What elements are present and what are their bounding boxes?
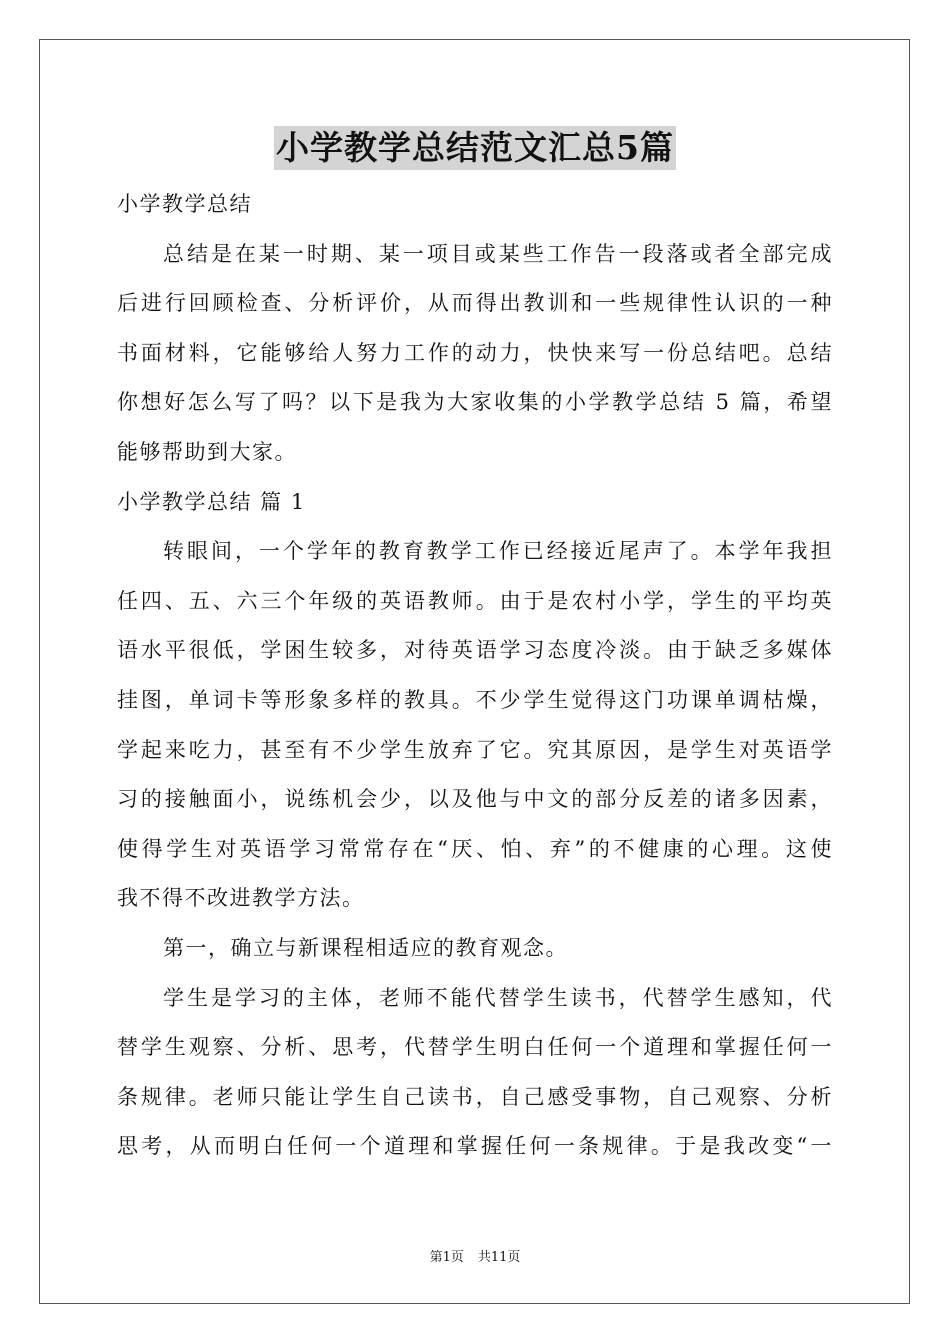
page-number: 第1页 <box>429 1250 464 1265</box>
paragraph-line: 替学生观察、分析、思考，代替学生明白任何一个道理和掌握任何一 <box>117 1035 833 1060</box>
paragraph-line: 挂图，单词卡等形象多样的教具。不少学生觉得这门功课单调枯燥， <box>117 687 833 712</box>
paragraph-line: 第一，确立与新课程相适应的教育观念。 <box>163 935 568 960</box>
page-footer <box>0 1246 950 1265</box>
paragraph-line: 条规律。老师只能让学生自己读书，自己感受事物，自己观察、分析 <box>117 1084 833 1109</box>
paragraph-line: 后进行回顾检查、分析评价，从而得出教训和一些规律性认识的一种 <box>117 291 833 316</box>
section-heading: 小学教学总结 <box>117 192 252 216</box>
paragraph-line: 语水平很低，学困生较多，对待英语学习态度冷淡。由于缺乏多媒体 <box>117 638 833 663</box>
paragraph-line: 我不得不改进教学方法。 <box>117 886 365 911</box>
paragraph-line: 使得学生对英语学习常常存在“厌、怕、弃”的不健康的心理。这使 <box>117 836 833 861</box>
document-body <box>117 180 833 1172</box>
paragraph-line: 习的接触面小，说练机会少，以及他与中文的部分反差的诸多因素， <box>117 787 833 812</box>
paragraph-line: 任四、五、六三个年级的英语教师。由于是农村小学，学生的平均英 <box>117 588 833 613</box>
section-heading: 小学教学总结 篇 1 <box>117 489 306 514</box>
paragraph-line: 学生是学习的主体，老师不能代替学生读书，代替学生感知，代 <box>163 985 833 1010</box>
page-total: 共11页 <box>477 1250 521 1265</box>
paragraph-line: 思考，从而明白任何一个道理和掌握任何一条规律。于是我改变“一 <box>117 1134 833 1159</box>
title-container <box>0 126 950 170</box>
paragraph-line: 学起来吃力，甚至有不少学生放弃了它。究其原因，是学生对英语学 <box>117 737 833 762</box>
document-title: 小学教学总结范文汇总5篇 <box>274 126 676 170</box>
paragraph-line: 你想好怎么写了吗？以下是我为大家收集的小学教学总结 5 篇，希望 <box>117 390 833 415</box>
paragraph-line: 转眼间，一个学年的教育教学工作已经接近尾声了。本学年我担 <box>163 539 833 564</box>
paragraph-line: 书面材料，它能够给人努力工作的动力，快快来写一份总结吧。总结 <box>117 340 833 365</box>
paragraph-line: 能够帮助到大家。 <box>117 439 297 464</box>
paragraph-line: 总结是在某一时期、某一项目或某些工作告一段落或者全部完成 <box>163 241 833 266</box>
